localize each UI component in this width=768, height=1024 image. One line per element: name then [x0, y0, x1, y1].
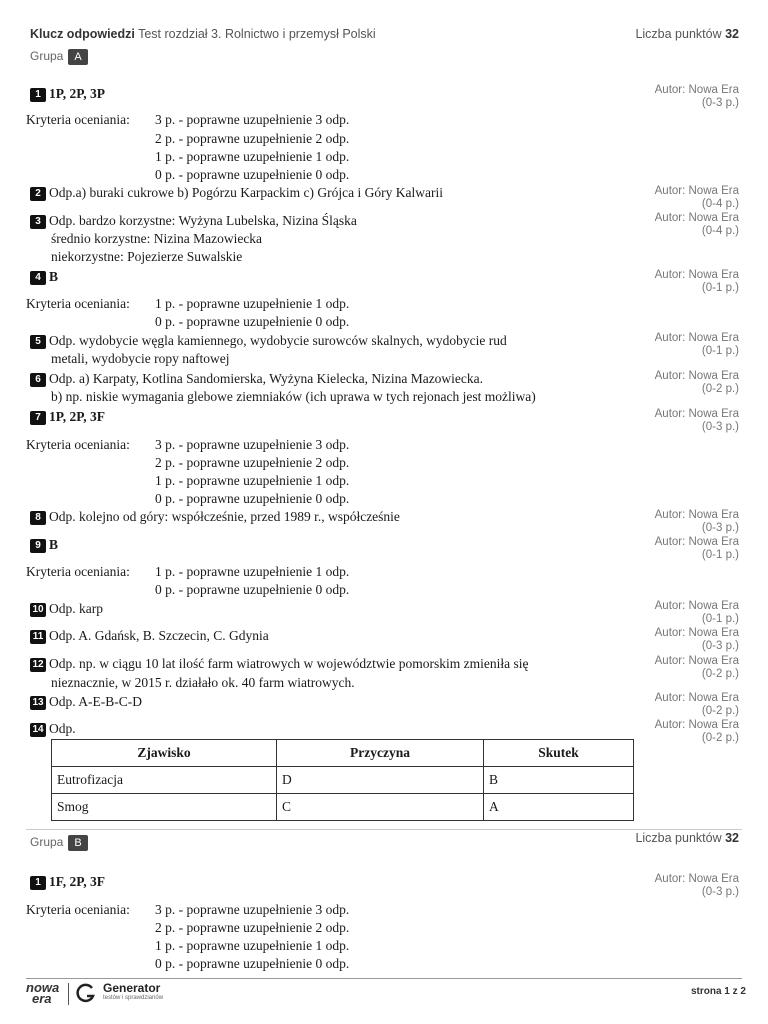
author-note: Autor: Nowa Era (0-4 p.) [654, 212, 739, 237]
author-note: Autor: Nowa Era (0-2 p.) [654, 719, 739, 744]
question-13: 13 Odp. A-E-B-C-D [30, 694, 142, 710]
criteria-line: 0 p. - poprawne uzupełnienie 0 odp. [155, 582, 350, 597]
author-note: Autor: Nowa Era (0-3 p.) [654, 84, 739, 109]
table-header: Skutek [484, 740, 634, 767]
author-note: Autor: Nowa Era (0-3 p.) [654, 873, 739, 898]
footer-divider [26, 978, 742, 979]
question-9: 9 B [30, 537, 58, 553]
criteria-line: 0 p. - poprawne uzupełnienie 0 odp. [155, 314, 350, 329]
author-note: Autor: Nowa Era (0-2 p.) [654, 692, 739, 717]
table-cell: A [484, 794, 634, 821]
criteria-label: Kryteria oceniania: [26, 902, 130, 917]
criteria-line: 2 p. - poprawne uzupełnienie 2 odp. [155, 920, 350, 935]
criteria-line: 2 p. - poprawne uzupełnienie 2 odp. [155, 455, 350, 470]
author-note: Autor: Nowa Era (0-1 p.) [654, 536, 739, 561]
table-header: Zjawisko [52, 740, 277, 767]
criteria-line: 1 p. - poprawne uzupełnienie 1 odp. [155, 149, 350, 164]
author-note: Autor: Nowa Era (0-2 p.) [654, 655, 739, 680]
question-6: 6 Odp. a) Karpaty, Kotlina Sandomierska, Wyżyna Kielecka, Nizina Mazowiecka. [30, 371, 483, 387]
question-8: 8 Odp. kolejno od góry: współcześnie, przed 1989 r., współcześnie [30, 509, 400, 525]
criteria-line: 3 p. - poprawne uzupełnienie 3 odp. [155, 437, 350, 452]
criteria-label: Kryteria oceniania: [26, 112, 130, 127]
question-10: 10 Odp. karp [30, 601, 103, 617]
title-bold: Klucz odpowiedzi [30, 27, 135, 41]
table-cell: Eutrofizacja [52, 767, 277, 794]
criteria-line: 3 p. - poprawne uzupełnienie 3 odp. [155, 112, 350, 127]
points-total: Liczba punktów 32 [635, 27, 739, 41]
question-14: 14 Odp. [30, 721, 76, 737]
question-3: 3 Odp. bardzo korzystne: Wyżyna Lubelska, Nizina Śląska [30, 213, 357, 229]
generator-g-icon [76, 982, 96, 1004]
group-b-label: Grupa B [30, 835, 88, 851]
section-divider [26, 829, 742, 830]
author-note: Autor: Nowa Era (0-3 p.) [654, 627, 739, 652]
answer-table [51, 739, 634, 821]
question-7: 7 1P, 2P, 3F [30, 409, 105, 425]
author-note: Autor: Nowa Era (0-3 p.) [654, 509, 739, 534]
criteria-line: 0 p. - poprawne uzupełnienie 0 odp. [155, 491, 350, 506]
question-11: 11 Odp. A. Gdańsk, B. Szczecin, C. Gdynia [30, 628, 269, 644]
criteria-label: Kryteria oceniania: [26, 437, 130, 452]
question-5-line-2: metali, wydobycie ropy naftowej [51, 351, 230, 366]
criteria-label: Kryteria oceniania: [26, 296, 130, 311]
criteria-label: Kryteria oceniania: [26, 564, 130, 579]
criteria-line: 2 p. - poprawne uzupełnienie 2 odp. [155, 131, 350, 146]
criteria-line: 0 p. - poprawne uzupełnienie 0 odp. [155, 167, 350, 182]
criteria-line: 1 p. - poprawne uzupełnienie 1 odp. [155, 938, 350, 953]
logo-separator [68, 983, 69, 1005]
question-1: 1 1P, 2P, 3P [30, 86, 105, 102]
question-12: 12 Odp. np. w ciągu 10 lat ilość farm wiatrowych w województwie pomorskim zmieniła się [30, 656, 529, 672]
question-2: 2 Odp.a) buraki cukrowe b) Pogórzu Karpackim c) Grójca i Góry Kalwarii [30, 185, 443, 201]
question-12-line-2: nieznacznie, w 2015 r. działało ok. 40 farm wiatrowych. [51, 675, 355, 690]
author-note: Autor: Nowa Era (0-3 p.) [654, 408, 739, 433]
question-6-line-2: b) np. niskie wymagania glebowe ziemniaków (ich uprawa w tych rejonach jest możliwa) [51, 389, 536, 404]
points-total-b: Liczba punktów 32 [635, 831, 739, 845]
question-5: 5 Odp. wydobycie węgla kamiennego, wydobycie surowców skalnych, wydobycie rud [30, 333, 507, 349]
table-header-row [52, 740, 634, 767]
table-row [52, 794, 634, 821]
author-note: Autor: Nowa Era (0-1 p.) [654, 332, 739, 357]
author-note: Autor: Nowa Era (0-1 p.) [654, 600, 739, 625]
criteria-line: 0 p. - poprawne uzupełnienie 0 odp. [155, 956, 350, 971]
group-badge: B [68, 835, 87, 851]
author-note: Autor: Nowa Era (0-1 p.) [654, 269, 739, 294]
criteria-line: 1 p. - poprawne uzupełnienie 1 odp. [155, 296, 350, 311]
question-b-1: 1 1F, 2P, 3F [30, 874, 105, 890]
author-note: Autor: Nowa Era (0-4 p.) [654, 185, 739, 210]
question-3-line-2: średnio korzystne: Nizina Mazowiecka [51, 231, 263, 246]
criteria-line: 1 p. - poprawne uzupełnienie 1 odp. [155, 473, 350, 488]
author-note: Autor: Nowa Era (0-2 p.) [654, 370, 739, 395]
title-rest: Test rozdział 3. Rolnictwo i przemysł Polski [138, 27, 376, 41]
table-cell: C [277, 794, 484, 821]
question-3-line-3: niekorzystne: Pojezierze Suwalskie [51, 249, 243, 264]
criteria-line: 3 p. - poprawne uzupełnienie 3 odp. [155, 902, 350, 917]
group-badge: A [68, 49, 87, 65]
nowa-era-logo: nowa era [26, 980, 60, 1006]
table-cell: D [277, 767, 484, 794]
table-header: Przyczyna [277, 740, 484, 767]
criteria-line: 1 p. - poprawne uzupełnienie 1 odp. [155, 564, 350, 579]
table-cell: Smog [52, 794, 277, 821]
table-row [52, 767, 634, 794]
document-title [30, 27, 376, 41]
page-number: strona 1 z 2 [690, 986, 746, 997]
question-4: 4 B [30, 269, 58, 285]
group-a-label: Grupa A [30, 49, 88, 65]
table-cell: B [484, 767, 634, 794]
question-number: 1 [30, 88, 46, 102]
